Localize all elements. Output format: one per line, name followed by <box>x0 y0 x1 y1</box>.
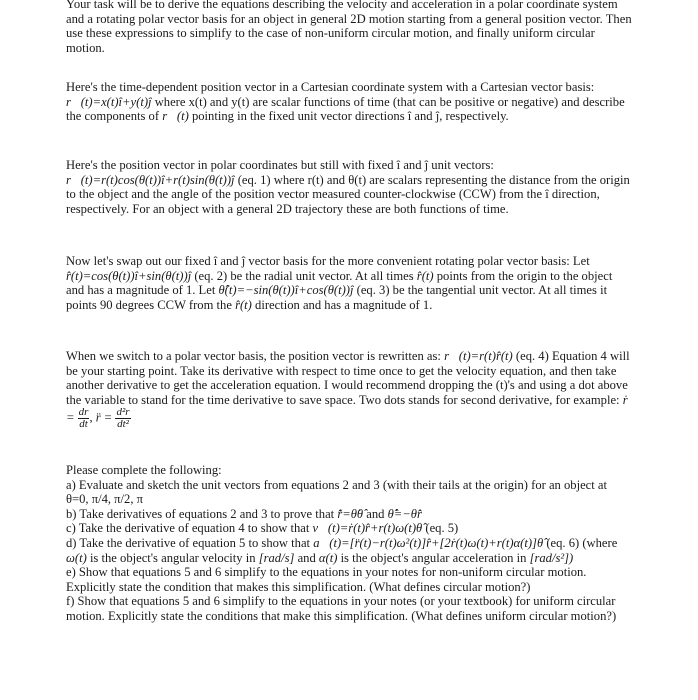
rdot-numerator: dr <box>78 406 89 419</box>
task-c-lead: c) Take the derivative of equation 4 to show that <box>66 521 310 536</box>
cartesian-equation: r⃗(t)=x(t)î+y(t)ĵ <box>66 94 152 109</box>
task-b <box>66 507 632 522</box>
cartesian-r-symbol: r⃗(t) <box>162 109 189 124</box>
equation-1-tag: (eq. 1) <box>237 172 271 187</box>
unit-rad-per-s: [rad/s] <box>258 550 295 565</box>
polar-fixed-tail: where r(t) and θ(t) are scalars representing the distance from the origin to the object and the angle of the position vector measured counter-clockwise (CCW) from the î direction, respectively. For an object with a general 2D trajectory these are both functions of time. <box>66 172 630 216</box>
rddot-denominator: dt² <box>117 418 129 431</box>
rddot-label: r̈ = <box>95 410 113 425</box>
rotating-basis-mid2: points from the origin to the object and has a magnitude of 1. Let <box>66 268 613 298</box>
equation-3-tag: (eq. 3) <box>356 283 390 298</box>
rotating-basis-paragraph <box>66 254 632 312</box>
equation-5-tag: (eq. 5) <box>425 521 459 536</box>
task-d <box>66 536 632 565</box>
task-c <box>66 521 632 536</box>
cartesian-paragraph <box>66 80 632 124</box>
rddot-numerator: d²r <box>116 406 130 419</box>
tasks-list <box>66 463 632 624</box>
equation-5: v⃗(t)=ṙ(t)r̂+r(t)ω(t)θ̂ <box>312 521 423 536</box>
rdot-label: ṙ = <box>66 392 628 425</box>
equation-6-tag: (eq. 6) <box>546 535 580 550</box>
switch-body: Equation 4 will be your starting point. Take its derivative with respect to time once to get the velocity equation, and then take another derivative to get the acceleration equation. I would recommend dropping the (t)'s and using a dot above the variable to stand for the time derivative to save space. Two dots stands for second derivative, for example: <box>66 349 630 407</box>
rdot-fraction <box>78 407 90 430</box>
equation-4-tag: (eq. 4) <box>515 349 549 363</box>
rotating-basis-mid3: be the tangential unit vector. At all times it points 90 degrees CCW from the <box>66 283 608 312</box>
task-a: a) Evaluate and sketch the unit vectors from equations 2 and 3 (with their tails at the origin) for an object at θ=0, π/4, π/2, π <box>66 477 608 507</box>
task-b-and: and <box>366 506 385 521</box>
rotating-basis-lead: Now let's swap out our fixed î and ĵ vector basis for the more convenient rotating polar vector basis: Let <box>66 254 590 268</box>
switch-lead: When we switch to a polar vector basis, the position vector is rewritten as: <box>66 349 441 363</box>
rhat-symbol-2: r̂(t) <box>235 297 252 312</box>
equation-3: θ̂(t)=−sin(θ(t))î+cos(θ(t))ĵ <box>218 283 354 298</box>
rotating-basis-mid1: be the radial unit vector. At all times <box>230 268 414 283</box>
equation-2-tag: (eq. 2) <box>194 268 228 283</box>
task-d-note1: (where <box>582 535 618 550</box>
equation-1: r⃗(t)=r(t)cos(θ(t))î+r(t)sin(θ(t))ĵ <box>66 172 235 187</box>
task-b-lead: b) Take derivatives of equations 2 and 3 to prove that <box>66 506 335 521</box>
task-d-note3: and <box>297 550 316 565</box>
task-b-eq2: θ̂̇=−θ̇r̂ <box>387 506 422 521</box>
task-f: f) Show that equations 5 and 6 simplify to the equations in your notes (or your textbook) for uniform circular motion. Explicitly state the conditions that make this simplification. (What defines uniform circular motion?) <box>66 594 617 623</box>
task-b-eq1: r̂̇=θ̇θ̂ <box>337 506 364 521</box>
equation-6: a⃗(t)=[r̈(t)−r(t)ω²(t)]r̂+[2ṙ(t)ω(t)+r(t)α(t)]θ̂ <box>313 535 544 550</box>
task-d-note2: is the object's angular velocity in <box>89 550 256 565</box>
equation-4: r⃗(t)=r(t)r̂(t) <box>444 349 513 363</box>
cartesian-middle: where x(t) and y(t) are scalar functions of time (that can be positive or negative) and describe the components of <box>66 94 625 124</box>
polar-fixed-lead: Here's the position vector in polar coordinates but still with fixed î and ĵ unit vectors: <box>66 158 494 172</box>
alpha-symbol: α(t) <box>318 550 338 565</box>
task-e: e) Show that equations 5 and 6 simplify to the equations in your notes for non-uniform circular motion. Explicitly state the condition that makes this simplification. (What defines circular motion?) <box>66 565 587 594</box>
rhat-symbol: r̂(t) <box>416 268 434 283</box>
omega-symbol: ω(t) <box>66 550 87 565</box>
unit-rad-per-s2: [rad/s²]) <box>529 550 574 565</box>
intro-paragraph: Your task will be to derive the equations describing the velocity and acceleration in a polar coordinate system and a rotating polar vector basis for an object in general 2D motion starting from a general position vector. Then use these expressions to simplify to the case of non-uniform circular motion, and finally uniform circular motion. <box>66 0 632 55</box>
tasks-heading: Please complete the following: <box>66 463 222 477</box>
rddot-fraction <box>115 407 130 430</box>
cartesian-tail: pointing in the fixed unit vector directions î and ĵ, respectively. <box>191 109 509 124</box>
equation-2: r̂(t)=cos(θ(t))î+sin(θ(t))ĵ <box>66 268 192 283</box>
rdot-denominator: dt <box>79 418 88 431</box>
switch-paragraph: When we switch to a polar vector basis, the position vector is rewritten as: r⃗(t)=r(t)r̂(t) (eq. 4) Equation 4 will be your starting point. Take its derivative with respect to time once to get the velocity equation, and then take another derivative to get the acceleration equation. I would recommend dropping the (t)'s and using a dot above the variable to stand for the time derivative to save space. Two dots stands for second derivative, for example: ṙ = $\frac{dr}{dt}$ , r̈ = $\frac{\text{d²r}}{\text{dt²}}$ <box>66 349 630 431</box>
cartesian-lead: Here's the time-dependent position vector in a Cartesian coordinate system with a Cartesian vector basis: <box>66 80 595 94</box>
task-d-note4: is the object's angular acceleration in <box>340 550 527 565</box>
task-d-lead: d) Take the derivative of equation 5 to show that <box>66 535 311 550</box>
rotating-basis-tail: direction and has a magnitude of 1. <box>255 297 433 312</box>
polar-fixed-paragraph <box>66 158 632 216</box>
